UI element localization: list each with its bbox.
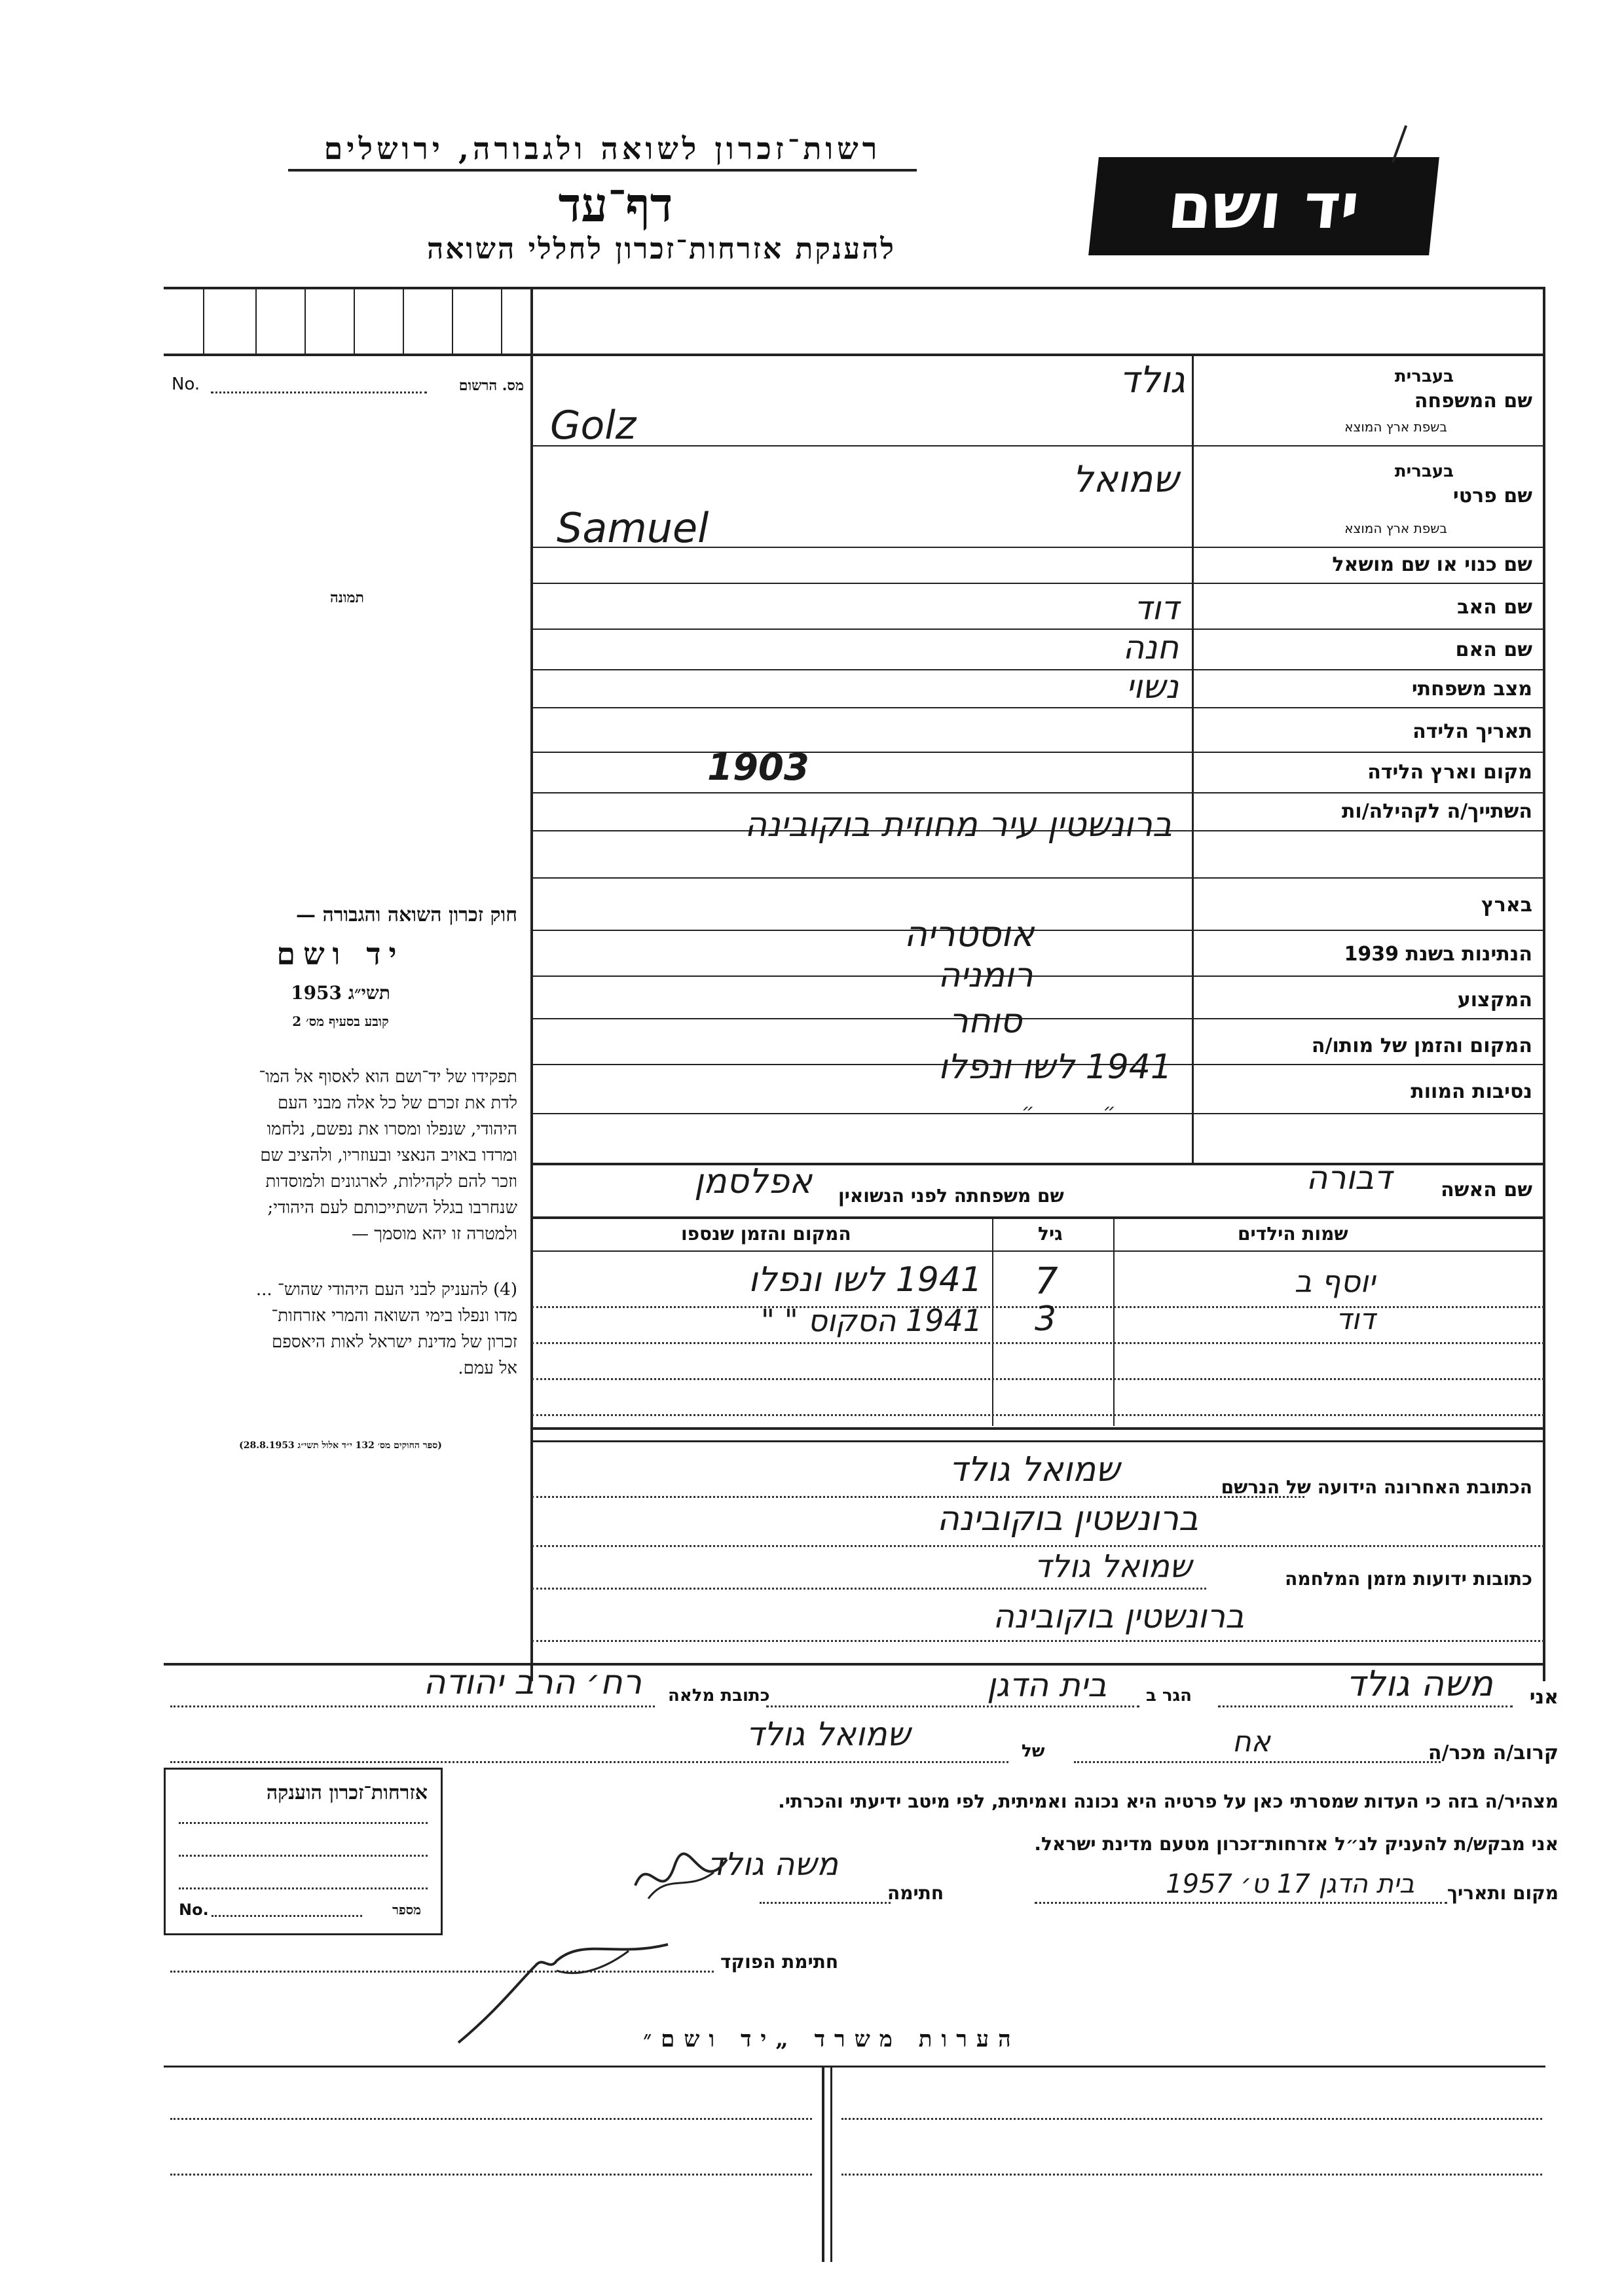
place-date-label: מקום ותאריך — [1447, 1882, 1559, 1904]
page-title: דף־עד — [558, 177, 673, 232]
first-name-origin-sub: בשפת ארץ המוצא — [1344, 520, 1447, 536]
officer-signature-label: חתימת הפוקד — [720, 1951, 839, 1973]
ditto-marks: ״ ״ — [1022, 1100, 1116, 1123]
marital-status-value[interactable]: נשוי — [1126, 668, 1179, 706]
declarant-i-label: אני — [1529, 1686, 1559, 1709]
family-name-label: שם המשפחה — [1414, 390, 1532, 412]
office-notes-title: הערות משרד „יד ושם״ — [643, 2026, 1020, 2052]
declarant-name-value[interactable]: משה גולד — [1346, 1663, 1493, 1704]
declarant-resides-value[interactable]: בית הדגן — [986, 1666, 1107, 1704]
death-place-time-value[interactable]: סוחר — [949, 1002, 1022, 1041]
family-name-hebrew-value[interactable]: גולד — [1119, 359, 1185, 401]
citizenship-no-en: No. — [179, 1901, 209, 1919]
law-clause-line: זכרון של מדינת ישראל לאות היאספם — [272, 1332, 517, 1352]
war-address-value-2[interactable]: ברונשטין בוקובינה — [993, 1597, 1244, 1635]
mother-name-label: שם האם — [1455, 638, 1532, 661]
law-line: לדת את זכרם של כל אלה מבני העם — [277, 1093, 517, 1113]
law-line: ומרדו באויב הנאצי ובעוזריו, ולהציב שם — [260, 1146, 517, 1165]
father-name-value[interactable]: דוד — [1134, 589, 1179, 627]
law-text — [164, 1064, 517, 1247]
death-circumstances-label: נסיבות המוות — [1411, 1080, 1532, 1103]
nationality-1939-value[interactable]: אוסטריה — [904, 913, 1035, 955]
law-clause-line: (4) להעניק לבני העם היהודי שהוש־ ... — [255, 1280, 517, 1300]
children-names-header: שמות הילדים — [1238, 1223, 1348, 1245]
war-address-label: כתובות ידועות מזמן המלחמה — [1285, 1568, 1532, 1590]
law-footnote: (ספר החוקים מס׳ 132 י״ד אלול תשי״ג 28.8.1953) — [239, 1440, 442, 1451]
death-circumstances-value[interactable]: 1941 לשו ונפלו — [938, 1048, 1172, 1087]
country-label: בארץ — [1481, 894, 1532, 917]
child-death[interactable]: 1941 הסקוס " " — [760, 1303, 982, 1338]
child-name[interactable]: דוד — [1335, 1303, 1375, 1336]
reg-no-en: No. — [172, 374, 200, 394]
signature-value[interactable]: משה גולד — [707, 1846, 838, 1883]
first-name-hebrew-sub: בעברית — [1394, 462, 1454, 481]
logo-text: יד ושם — [1164, 170, 1363, 243]
law-section: קובע בסעיף מס׳ 2 — [292, 1013, 389, 1029]
law-line: היהודי, שנפלו ומסרו את נפשם, נלחמו — [267, 1120, 517, 1139]
community-value[interactable]: ברונשטין עיר מחוזית בוקובינה — [745, 805, 1172, 845]
of-value[interactable]: שמואל גולד — [746, 1715, 910, 1753]
wife-maiden-label: שם משפחתה לפני הנשואין — [838, 1185, 1064, 1207]
declarant-resides-label: הגר ב — [1146, 1686, 1192, 1705]
citizenship-granted-title: אזרחות־זכרון הוענקה — [266, 1781, 428, 1804]
children-col-border-1 — [992, 1216, 993, 1426]
wife-name-value[interactable]: דבורה — [1306, 1159, 1392, 1197]
law-clause-line: אל עמם. — [458, 1358, 517, 1378]
declarant-full-address-label: כתובת מלאה — [668, 1686, 770, 1705]
reg-no-field[interactable] — [211, 392, 427, 393]
last-address-value-2[interactable]: ברונשטין בוקובינה — [936, 1499, 1198, 1539]
first-name-hebrew-value[interactable]: שמואל — [1072, 458, 1179, 501]
law-clause — [164, 1277, 517, 1381]
war-address-value-1[interactable]: שמואל גולד — [1034, 1548, 1192, 1585]
child-age[interactable]: 7 — [1035, 1260, 1058, 1303]
father-name-label: שם האב — [1457, 596, 1532, 619]
law-line: וזכר להם לקהילות, לארגונים ולמוסדות — [265, 1172, 517, 1192]
child-death[interactable]: 1941 לשו ונפלו — [748, 1260, 982, 1300]
first-name-label: שם פרטי — [1452, 484, 1532, 507]
form-top-border-2 — [164, 354, 1545, 356]
marital-status-label: מצב משפחתי — [1411, 678, 1532, 701]
first-name-origin-value[interactable]: Samuel — [557, 504, 709, 552]
right-border — [1543, 287, 1545, 1681]
family-name-hebrew-sub: בעברית — [1394, 367, 1454, 386]
reg-no-he: מס. הרשום — [458, 377, 524, 394]
child-name[interactable]: יוסף ב — [1294, 1264, 1375, 1299]
relation-value[interactable]: אח — [1232, 1725, 1270, 1758]
relation-label: קרוב/ה מכר/ה — [1428, 1741, 1559, 1764]
birth-date-label: תאריך הלידה — [1412, 720, 1532, 743]
declarant-full-address-value[interactable]: רח׳ הרב יהודה — [423, 1663, 642, 1702]
birth-date-value[interactable]: 1903 — [707, 746, 809, 789]
photo-label: תמונה — [330, 589, 364, 606]
law-name: יד ושם — [276, 936, 405, 972]
wife-name-label: שם האשה — [1441, 1178, 1532, 1201]
yad-vashem-logo — [1088, 157, 1439, 255]
children-age-header: גיל — [1038, 1223, 1063, 1245]
children-death-header: המקום והזמן שנספו — [681, 1223, 851, 1245]
nationality-1939-label: הנתינות בשנת 1939 — [1344, 943, 1532, 966]
authority-title: רשות־זכרון לשואה ולגבורה, ירושלים — [288, 131, 917, 172]
family-name-origin-value[interactable]: Golz — [550, 403, 637, 448]
nickname-label: שם כנוי או שם מושאל — [1332, 553, 1532, 576]
family-name-origin-sub: בשפת ארץ המוצא — [1344, 419, 1447, 435]
request-text: אני מבקש/ת להעניק לנ״ל אזרחות־זכרון מטעם מדינת ישראל. — [1034, 1833, 1559, 1855]
law-title: חוק זכרון השואה והגבורה — — [296, 903, 517, 926]
mother-name-value[interactable]: חנה — [1122, 629, 1179, 666]
law-clause-line: מדו ונפלו בימי השואה והמרי אזרחות־ — [271, 1306, 517, 1326]
profession-value[interactable]: רומניה — [938, 956, 1033, 995]
birth-place-label: מקום וארץ הלידה — [1367, 761, 1532, 784]
citizenship-granted-box — [164, 1768, 443, 1935]
declaration-text: מצהיר/ה בזה כי העדות שמסרתי כאן על פרטיה היא נכונה ואמיתית, לפי מיטב ידיעתי והכרתי. — [778, 1791, 1559, 1812]
profession-label: המקצוע — [1457, 989, 1532, 1011]
law-line: תפקידו של יד־ושם הוא לאסוף אל המו־ — [259, 1067, 517, 1087]
last-address-label: הכתובת האחרונה הידועה של הנרשם — [1221, 1476, 1532, 1498]
children-col-border-2 — [1113, 1216, 1115, 1426]
page-subtitle: להענקת אזרחות־זכרון לחללי השואה — [426, 232, 896, 266]
reg-number-boxes — [164, 289, 530, 354]
community-label: השתייך/ה לקהילה/ות — [1341, 800, 1532, 823]
office-notes-divider — [822, 2066, 824, 2262]
law-line: ולמטרה זו יהא מוסמך — — [351, 1224, 517, 1244]
place-date-value[interactable]: בית הדגן 17 ט׳ 1957 — [1166, 1869, 1414, 1899]
label-column-border — [1192, 354, 1194, 1163]
main-left-border — [530, 287, 533, 1681]
wife-maiden-value[interactable]: אפלסמן — [693, 1162, 813, 1201]
signature-scribble — [629, 1846, 733, 1912]
last-address-value-1[interactable]: שמואל גולד — [949, 1450, 1120, 1489]
law-line: שנחרבו בגלל השתייכותם לעם היהודי; — [267, 1198, 517, 1218]
of-label: של — [1022, 1741, 1045, 1761]
child-age[interactable]: 3 — [1035, 1300, 1057, 1339]
death-place-time-label: המקום והזמן של מותו/ה — [1311, 1034, 1532, 1057]
law-year: תשי״ג 1953 — [291, 982, 390, 1004]
citizenship-no-he: מספר — [392, 1902, 421, 1918]
signature-label: חתימה — [887, 1882, 944, 1904]
